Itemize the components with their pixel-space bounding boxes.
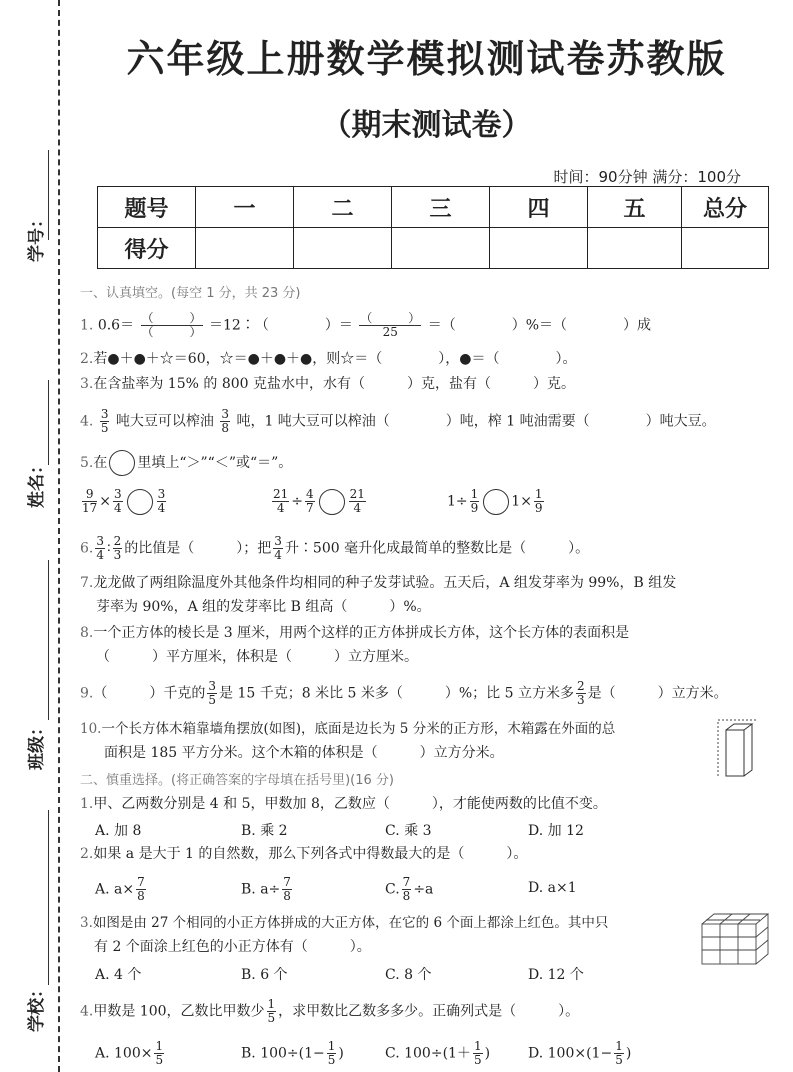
option-d[interactable]: D. 加 12: [528, 823, 584, 839]
fraction: [267, 998, 277, 1025]
option-d[interactable]: [528, 1040, 631, 1067]
question-number: 3.: [80, 915, 93, 931]
fraction: [349, 488, 366, 515]
score-cell[interactable]: [490, 228, 588, 269]
option-a[interactable]: A. 加 8: [95, 823, 142, 839]
q2-text: 若●＋●＋☆＝60，☆＝●＋●＋●，则☆＝（ ），●＝（ ）。: [93, 351, 577, 367]
q6-text-b: 的比值是（ ）；把: [124, 540, 272, 557]
frac-den: 8: [402, 889, 411, 903]
option-text: ): [338, 1045, 344, 1062]
q9-text-c: 是（ ）立方米。: [587, 685, 728, 702]
class-line: [48, 560, 49, 720]
score-header-cell: 一: [196, 187, 294, 228]
student-id-label: 学号：: [27, 211, 47, 262]
option-a[interactable]: [95, 876, 148, 903]
q3-text: 在含盐率为 15% 的 800 克盐水中，水有（ ）克，盐有（ ）克。: [93, 376, 575, 392]
frac-num: 1: [615, 1039, 623, 1053]
cube-top: [702, 914, 768, 924]
fraction: [327, 1040, 337, 1067]
frac-num: 1: [327, 1039, 336, 1053]
frac-num: 3: [208, 679, 216, 693]
box-corner-figure: [712, 716, 762, 784]
q8-line-2: （ ）平方厘米，体积是（ ）立方厘米。: [96, 649, 418, 665]
option-text: B. 100÷(1−: [241, 1045, 325, 1062]
q7-line-1: 龙龙做了两组除温度外其他条件均相同的种子发芽试验。五天后，A 组发芽率为 99%，B 组发: [93, 575, 677, 591]
frac-den: 4: [353, 501, 362, 515]
compare-circle[interactable]: [127, 489, 153, 515]
score-row: [98, 228, 769, 269]
option-text: B. a÷: [241, 881, 281, 898]
frac-den: 8: [137, 889, 145, 903]
cube-side: [756, 914, 768, 964]
question-number: 10.: [80, 721, 102, 737]
score-table: [97, 186, 769, 269]
frac-num: 2: [577, 679, 585, 693]
q5-expr-3: [447, 488, 546, 515]
option-d[interactable]: D. a×1: [528, 880, 577, 896]
student-id-field: [14, 150, 54, 270]
cube-figure: [700, 910, 770, 966]
q8-line-1: 一个正方体的棱长是 3 厘米，用两个这样的正方体拼成长方体，这个长方体的表面积是: [93, 625, 630, 641]
fraction: [534, 488, 544, 515]
frac-den: 4: [274, 548, 282, 562]
frac-den: 3: [577, 693, 585, 707]
frac-den: 5: [327, 1053, 336, 1067]
binding-dashed-line: [58, 0, 60, 1072]
frac-num: （ ）: [360, 311, 421, 325]
question-number: 4.: [80, 1003, 94, 1020]
c4-text-a: 甲数是 100，乙数比甲数少: [93, 1003, 265, 1020]
frac-den: 5: [267, 1011, 276, 1025]
frac-den: 17: [82, 501, 98, 515]
score-cell[interactable]: [294, 228, 392, 269]
frac-den: 5: [155, 1053, 164, 1067]
frac-den: 8: [221, 421, 229, 435]
frac-num: （ ）: [141, 311, 202, 325]
c3-line-1: 如图是由 27 个相同的小正方体拼成的大正方体，在它的 6 个面上都涂上红色。其中只: [92, 915, 609, 931]
question-10: [80, 718, 615, 740]
q4-text-b: 吨，1 吨大豆可以榨油（ ）吨，榨 1 吨油需要（ ）吨大豆。: [236, 413, 716, 430]
option-c[interactable]: C. 乘 3: [385, 823, 432, 839]
frac-num: 1: [267, 997, 276, 1011]
box-side: [744, 724, 752, 776]
c1-text: 甲、乙两数分别是 4 和 5，甲数加 8，乙数应（ ），才能使两数的比值不变。: [93, 796, 607, 812]
compare-circle[interactable]: [483, 489, 509, 515]
option-d[interactable]: D. 12 个: [528, 967, 584, 983]
question-6: [80, 535, 589, 562]
fraction: [272, 488, 289, 515]
option-text: A. a×: [95, 881, 135, 898]
frac-num: 1: [534, 487, 543, 501]
frac-num: 3: [221, 407, 229, 421]
question-number: 3.: [80, 376, 94, 392]
cube-grid-line: [720, 914, 732, 924]
fraction: [113, 535, 123, 562]
frac-num: 21: [273, 487, 289, 501]
q10-line-1: 一个长方体木箱靠墙角摆放(如图)，底面是边长为 5 分米的正方形，木箱露在外面的总: [101, 721, 616, 737]
option-text: C. 100÷(1＋: [385, 1045, 471, 1062]
q5-text: 在: [93, 455, 108, 471]
fraction: [113, 488, 123, 515]
c3-line-2: 有 2 个面涂上红色的小正方体有（ ）。: [94, 939, 371, 955]
class-label: 班级：: [27, 719, 47, 770]
school-label: 学校：: [27, 981, 47, 1032]
school-line: [48, 810, 49, 985]
q1-text-a: 0.6＝: [97, 317, 135, 334]
score-header-row: [98, 187, 769, 228]
fraction: [614, 1040, 624, 1067]
frac-den: 8: [283, 889, 291, 903]
c2-text: 如果 a 是大于 1 的自然数，那么下列各式中得数最大的是（ ）。: [93, 846, 528, 862]
frac-num: 1: [155, 1039, 164, 1053]
choice-question-3: [80, 912, 608, 934]
frac-den: 5: [473, 1053, 482, 1067]
q5-text-2: 里填上“＞”“＜”或“＝”。: [137, 455, 293, 471]
cube-front: [702, 924, 756, 964]
fraction: [95, 535, 105, 562]
fraction: [402, 876, 412, 903]
option-text: A. 100×: [95, 1045, 153, 1062]
option-text: C.: [385, 881, 400, 898]
cube-grid-line: [756, 927, 768, 937]
frac-den: 5: [100, 421, 109, 435]
frac-den: 3: [113, 548, 122, 562]
q6-text-c: 升∶500 毫升化成最简单的整数比是（ ）。: [284, 540, 590, 557]
fraction: [82, 488, 97, 515]
option-c[interactable]: C. 8 个: [385, 967, 432, 983]
option-b[interactable]: B. 6 个: [241, 967, 288, 983]
option-text: ÷a: [413, 881, 434, 898]
frac-den: 4: [114, 501, 122, 515]
question-2: [80, 348, 576, 370]
fraction: [273, 535, 283, 562]
fraction: [305, 488, 315, 515]
question-number: 4.: [80, 413, 94, 430]
q5-expr-2: [270, 488, 368, 515]
q9-text-b: 是 15 千克；8 米比 5 米多（ ）%；比 5 立方米多: [219, 685, 574, 702]
frac-den: 5: [208, 693, 216, 707]
q1-text-c: ＝（ ）%＝（ ）成: [427, 317, 652, 334]
score-header-cell: 总分: [682, 187, 769, 228]
frac-num: 7: [137, 875, 145, 889]
name-label: 姓名：: [27, 457, 47, 508]
score-header-cell: 二: [294, 187, 392, 228]
name-field: [14, 380, 54, 520]
option-b[interactable]: B. 乘 2: [241, 823, 288, 839]
frac-den: 9: [470, 501, 479, 515]
fraction: [136, 876, 146, 903]
choice-question-2: [80, 843, 527, 865]
student-id-line: [48, 150, 49, 240]
page-title: 六年级上册数学模拟测试卷苏教版: [126, 37, 727, 81]
frac-num: 2: [113, 534, 122, 548]
question-7: [80, 572, 676, 594]
frac-num: 3: [114, 487, 122, 501]
question-number: 1.: [80, 796, 94, 812]
fraction: [220, 408, 230, 435]
option-a[interactable]: [95, 1040, 166, 1067]
fraction: [470, 488, 480, 515]
cube-grid-line: [738, 914, 750, 924]
fraction: [157, 488, 167, 515]
q4-text-a: 吨大豆可以榨油: [115, 413, 214, 430]
q10-line-2: 面积是 185 平方分米。这个木箱的体积是（ ）立方分米。: [104, 745, 504, 761]
box-front: [726, 730, 744, 776]
name-line: [48, 380, 49, 465]
option-text: ): [625, 1045, 632, 1062]
frac-den: 4: [157, 501, 166, 515]
frac-den: 25: [382, 325, 398, 339]
question-4: [80, 408, 716, 435]
option-c[interactable]: [385, 876, 433, 903]
choice-question-1: [80, 793, 607, 815]
class-field: [14, 560, 54, 780]
question-number: 6.: [80, 540, 94, 557]
question-1: [80, 312, 651, 339]
expr-text: 1÷: [447, 493, 468, 510]
fraction: [207, 680, 217, 707]
option-text: ): [484, 1045, 491, 1062]
option-c[interactable]: [385, 1040, 490, 1067]
question-9: [80, 680, 728, 707]
question-number: 8.: [80, 625, 94, 641]
question-number: 7.: [80, 575, 94, 591]
frac-num: 3: [100, 407, 109, 421]
frac-den: （ ）: [141, 325, 202, 339]
q9-text-a: （ ）千克的: [93, 685, 206, 702]
fraction: [154, 1040, 164, 1067]
option-b[interactable]: [241, 876, 294, 903]
frac-den: 9: [534, 501, 543, 515]
section-1-heading: 一、认真填空。(每空 1 分，共 23 分): [80, 286, 301, 301]
frac-num: 1: [473, 1039, 482, 1053]
frac-den: 7: [306, 501, 314, 515]
score-row-label: 得分: [98, 228, 196, 269]
section-2-heading: 二、慎重选择。(将正确答案的字母填在括号里)(16 分): [80, 773, 394, 788]
fraction: [473, 1040, 483, 1067]
frac-den: 4: [276, 501, 285, 515]
question-number: 2.: [80, 351, 94, 367]
q7-line-2: 芽率为 90%，A 组的发芽率比 B 组高（ ）%。: [96, 599, 431, 615]
cube-grid-line: [756, 940, 768, 950]
score-cell[interactable]: [682, 228, 769, 269]
frac-num: 3: [274, 534, 282, 548]
page-subtitle: （期末测试卷）: [321, 108, 532, 143]
circle-icon: [109, 450, 135, 476]
frac-num: 4: [306, 487, 314, 501]
c4-text-b: ，求甲数比乙数多多少。正确列式是（ ）。: [278, 1003, 580, 1020]
expr-text: 1×: [511, 493, 532, 510]
question-5: [80, 450, 292, 476]
school-field: [14, 810, 54, 1040]
operator: ×: [99, 493, 112, 510]
operator: ÷: [291, 493, 304, 510]
score-header-cell: 题号: [98, 187, 196, 228]
fraction: [282, 876, 292, 903]
score-cell[interactable]: [196, 228, 294, 269]
frac-num: 3: [157, 487, 166, 501]
option-b[interactable]: [241, 1040, 344, 1067]
box-top: [726, 724, 752, 730]
q1-blank-fraction: [141, 312, 203, 339]
frac-num: 1: [470, 487, 479, 501]
score-header-cell: 五: [588, 187, 682, 228]
q1-blank-fraction-2: [359, 312, 421, 339]
q1-text-b: ＝12∶（ ）＝: [209, 317, 353, 334]
frac-num: 7: [402, 875, 411, 889]
frac-num: 7: [283, 875, 291, 889]
option-a[interactable]: A. 4 个: [95, 967, 142, 983]
q6-text-a: ∶: [107, 540, 111, 557]
score-cell[interactable]: [588, 228, 682, 269]
frac-num: 9: [82, 488, 97, 502]
frac-num: 3: [96, 534, 104, 548]
frac-den: 5: [615, 1053, 623, 1067]
choice-question-4: [80, 998, 579, 1025]
question-number: 2.: [80, 846, 94, 862]
fraction: [100, 408, 110, 435]
exam-meta: 时间：90分钟 满分：100分: [553, 168, 741, 186]
score-header-cell: 三: [392, 187, 490, 228]
option-text: D. 100×(1−: [528, 1045, 613, 1062]
frac-num: 21: [349, 487, 365, 501]
question-number: 1.: [80, 317, 94, 334]
q5-expr-1: [80, 488, 168, 515]
question-3: [80, 373, 575, 395]
compare-circle[interactable]: [319, 489, 345, 515]
question-8: [80, 622, 629, 644]
fraction: [576, 680, 586, 707]
question-number: 5.: [80, 455, 94, 471]
score-cell[interactable]: [392, 228, 490, 269]
question-number: 9.: [80, 685, 94, 702]
frac-den: 4: [96, 548, 104, 562]
score-header-cell: 四: [490, 187, 588, 228]
